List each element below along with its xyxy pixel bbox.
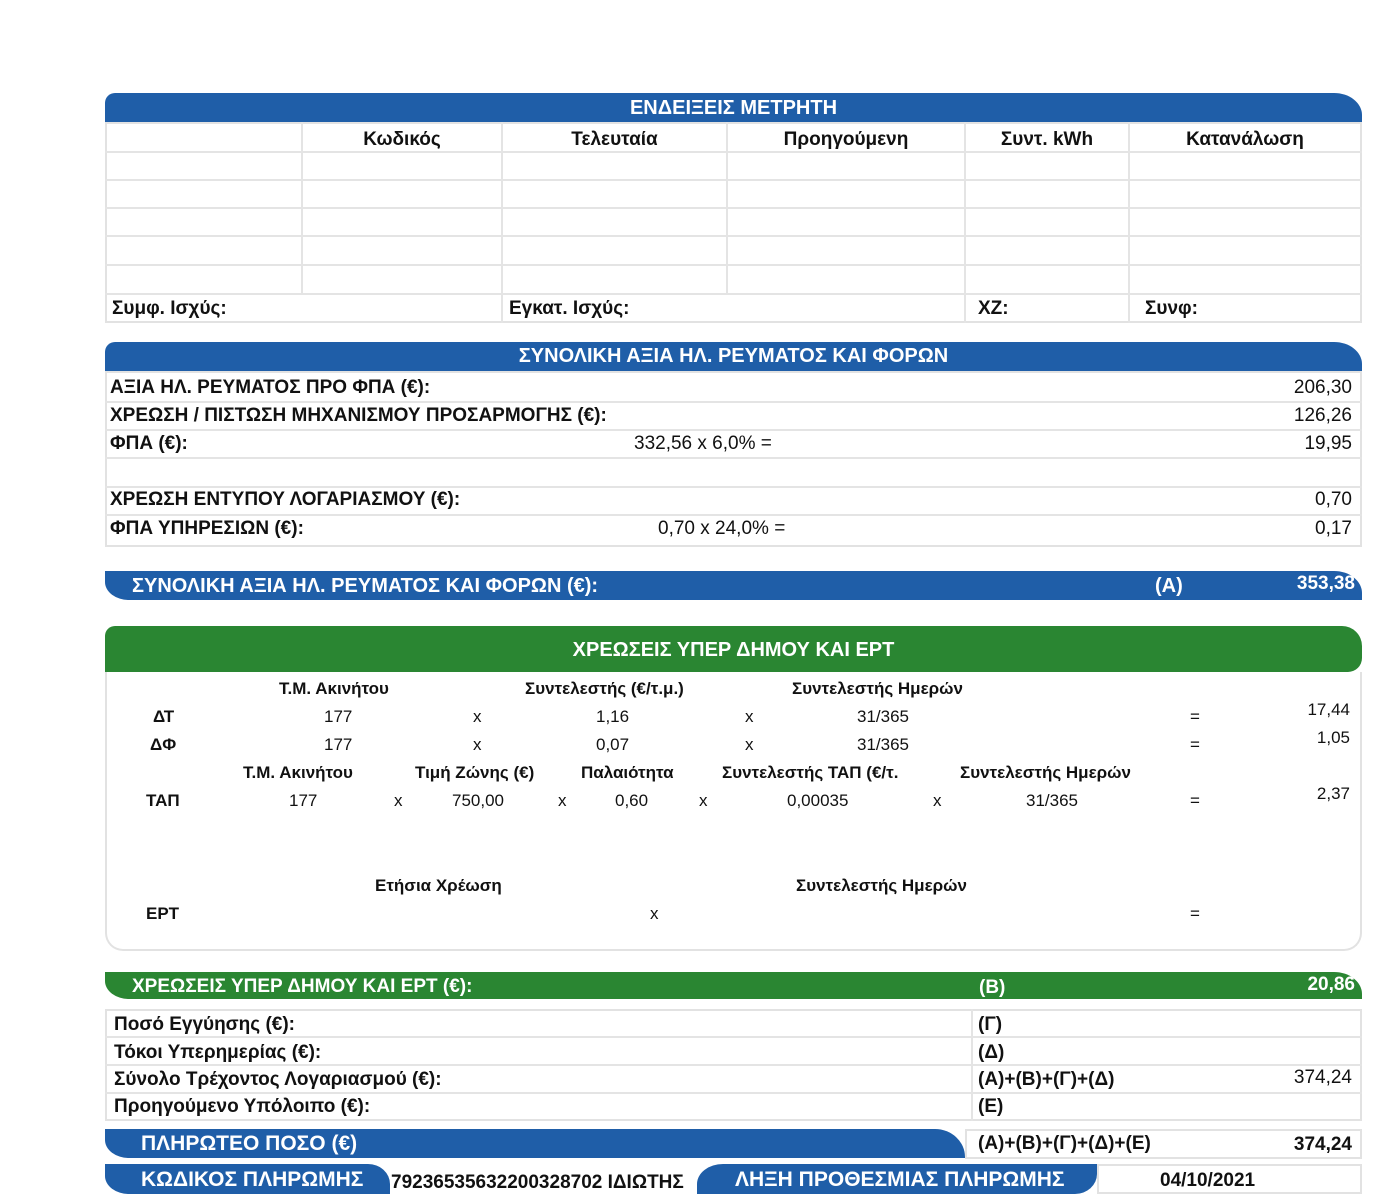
- energy-total-code: (Α): [1155, 575, 1183, 597]
- h2-age: Παλαιότητα: [581, 763, 674, 782]
- energy-row-value: 126,26: [1293, 405, 1352, 426]
- energy-row-calc: 0,70 x 24,0% =: [658, 518, 786, 539]
- energy-total-label: ΣΥΝΟΛΙΚΗ ΑΞΙΑ ΗΛ. ΡΕΥΜΑΤΟΣ ΚΑΙ ΦΟΡΩΝ (€):: [132, 575, 599, 597]
- summary-row-label: Προηγούμενο Υπόλοιπο (€):: [114, 1096, 371, 1117]
- xz-label: ΧΖ:: [978, 298, 1009, 319]
- municipal-total-value: 20,86: [1307, 974, 1355, 995]
- tap-eq: =: [1190, 791, 1200, 810]
- tap-x4: x: [933, 791, 942, 810]
- ert-label: ΕΡΤ: [146, 904, 180, 923]
- municipal-title: ΧΡΕΩΣΕΙΣ ΥΠΕΡ ΔΗΜΟΥ ΚΑΙ ΕΡΤ: [572, 639, 895, 661]
- col-last: Τελευταία: [571, 129, 658, 150]
- dt-label: ΔΤ: [153, 707, 175, 726]
- payable-code: (Α)+(Β)+(Γ)+(Δ)+(Ε): [978, 1133, 1151, 1154]
- summary-row-code: (Γ): [978, 1014, 1003, 1035]
- h3-annual: Ετήσια Χρέωση: [375, 876, 502, 895]
- payable-value: 374,24: [1293, 1134, 1352, 1155]
- meter-title: ΕΝΔΕΙΞΕΙΣ ΜΕΤΡΗΤΗ: [629, 97, 838, 119]
- energy-title-band: [105, 342, 1362, 371]
- dt-x1: x: [473, 707, 482, 726]
- energy-title: ΣΥΝΟΛΙΚΗ ΑΞΙΑ ΗΛ. ΡΕΥΜΑΤΟΣ ΚΑΙ ΦΟΡΩΝ: [518, 345, 949, 367]
- col-previous: Προηγούμενη: [783, 129, 909, 150]
- municipal-total-band: [105, 972, 1362, 999]
- payable-label: ΠΛΗΡΩΤΕΟ ΠΟΣΟ (€): [141, 1132, 358, 1155]
- col-code: Κωδικός: [363, 129, 441, 150]
- tap-area: 177: [289, 791, 318, 810]
- tap-age: 0,60: [615, 791, 649, 810]
- municipal-total-code: (Β): [979, 977, 1006, 998]
- h1-area: Τ.Μ. Ακινήτου: [279, 679, 389, 698]
- dt-eq: =: [1190, 707, 1200, 726]
- energy-row-value: 19,95: [1304, 433, 1352, 454]
- h2-days: Συντελεστής Ημερών: [960, 763, 1131, 782]
- payment-code-band: [105, 1164, 390, 1194]
- dt-x2: x: [745, 707, 754, 726]
- h2-tap: Συντελεστής ΤΑΠ (€/τ.: [722, 763, 899, 782]
- energy-row-label: ΧΡΕΩΣΗ ΕΝΤΥΠΟΥ ΛΟΓΑΡΙΑΣΜΟΥ (€):: [110, 489, 461, 510]
- df-days: 31/365: [857, 735, 909, 754]
- payment-code-label: ΚΩΔΙΚΟΣ ΠΛΗΡΩΜΗΣ: [141, 1168, 364, 1191]
- meter-title-band: [105, 93, 1362, 122]
- tap-x3: x: [699, 791, 708, 810]
- dt-area: 177: [324, 707, 353, 726]
- cosphi-label: Συνφ:: [1145, 298, 1198, 319]
- summary-row-label: Σύνολο Τρέχοντος Λογαριασμού (€):: [114, 1069, 442, 1090]
- ert-eq: =: [1190, 904, 1200, 923]
- df-value: 1,05: [1316, 728, 1350, 747]
- dt-value: 17,44: [1307, 700, 1350, 719]
- deadline-band: [697, 1164, 1097, 1194]
- municipal-total-label: ΧΡΕΩΣΕΙΣ ΥΠΕΡ ΔΗΜΟΥ ΚΑΙ ΕΡΤ (€):: [132, 976, 473, 997]
- h2-zone: Τιμή Ζώνης (€): [415, 763, 535, 782]
- installed-power-label: Εγκατ. Ισχύς:: [509, 298, 630, 319]
- ert-x: x: [650, 904, 659, 923]
- df-coef: 0,07: [596, 735, 630, 754]
- energy-row-label: ΧΡΕΩΣΗ / ΠΙΣΤΩΣΗ ΜΗΧΑΝΙΣΜΟΥ ΠΡΟΣΑΡΜΟΓΗΣ (€):: [110, 405, 607, 426]
- summary-row-code: (Α)+(Β)+(Γ)+(Δ): [978, 1069, 1115, 1090]
- energy-row-label: ΦΠΑ (€):: [110, 433, 188, 454]
- deadline-value: 04/10/2021: [1160, 1170, 1256, 1191]
- col-kwh-factor: Συντ. kWh: [1000, 129, 1094, 150]
- tap-label: ΤΑΠ: [146, 791, 180, 810]
- tap-days: 31/365: [1026, 791, 1078, 810]
- df-eq: =: [1190, 735, 1200, 754]
- payable-band: [105, 1129, 965, 1158]
- energy-total-value: 353,38: [1296, 573, 1355, 594]
- deadline-label: ΛΗΞΗ ΠΡΟΘΕΣΜΙΑΣ ΠΛΗΡΩΜΗΣ: [735, 1168, 1065, 1191]
- tap-zone: 750,00: [452, 791, 504, 810]
- agreed-power-label: Συμφ. Ισχύς:: [112, 298, 227, 319]
- tap-value: 2,37: [1316, 784, 1350, 803]
- municipal-box: [105, 672, 1362, 951]
- tap-x2: x: [558, 791, 567, 810]
- df-area: 177: [324, 735, 353, 754]
- dt-days: 31/365: [857, 707, 909, 726]
- energy-row-value: 0,17: [1315, 518, 1352, 539]
- summary-row-code: (Δ): [978, 1042, 1005, 1063]
- h3-days: Συντελεστής Ημερών: [796, 876, 967, 895]
- summary-row-label: Τόκοι Υπερημερίας (€):: [114, 1042, 322, 1063]
- h1-coef: Συντελεστής (€/τ.μ.): [525, 679, 684, 698]
- energy-row-calc: 332,56 x 6,0% =: [634, 433, 772, 454]
- energy-row-label: ΦΠΑ ΥΠΗΡΕΣΙΩΝ (€):: [110, 518, 304, 539]
- summary-row-code: (Ε): [978, 1096, 1004, 1117]
- summary-row-value: 374,24: [1293, 1067, 1352, 1088]
- tap-x1: x: [394, 791, 403, 810]
- df-x2: x: [745, 735, 754, 754]
- df-x1: x: [473, 735, 482, 754]
- payment-code-value: 79236535632200328702 ΙΔΙΩΤΗΣ: [391, 1172, 684, 1193]
- dt-coef: 1,16: [596, 707, 630, 726]
- df-label: ΔΦ: [150, 735, 177, 754]
- energy-row-value: 0,70: [1315, 489, 1352, 510]
- col-consumption: Κατανάλωση: [1186, 129, 1304, 150]
- energy-row-label: ΑΞΙΑ ΗΛ. ΡΕΥΜΑΤΟΣ ΠΡΟ ΦΠΑ (€):: [110, 377, 431, 398]
- h1-days: Συντελεστής Ημερών: [792, 679, 963, 698]
- energy-row-value: 206,30: [1293, 377, 1352, 398]
- energy-total-band: [105, 571, 1362, 600]
- h2-area: Τ.Μ. Ακινήτου: [243, 763, 353, 782]
- tap-coef: 0,00035: [787, 791, 849, 810]
- municipal-title-band: [105, 626, 1362, 672]
- summary-row-label: Ποσό Εγγύησης (€):: [114, 1014, 295, 1035]
